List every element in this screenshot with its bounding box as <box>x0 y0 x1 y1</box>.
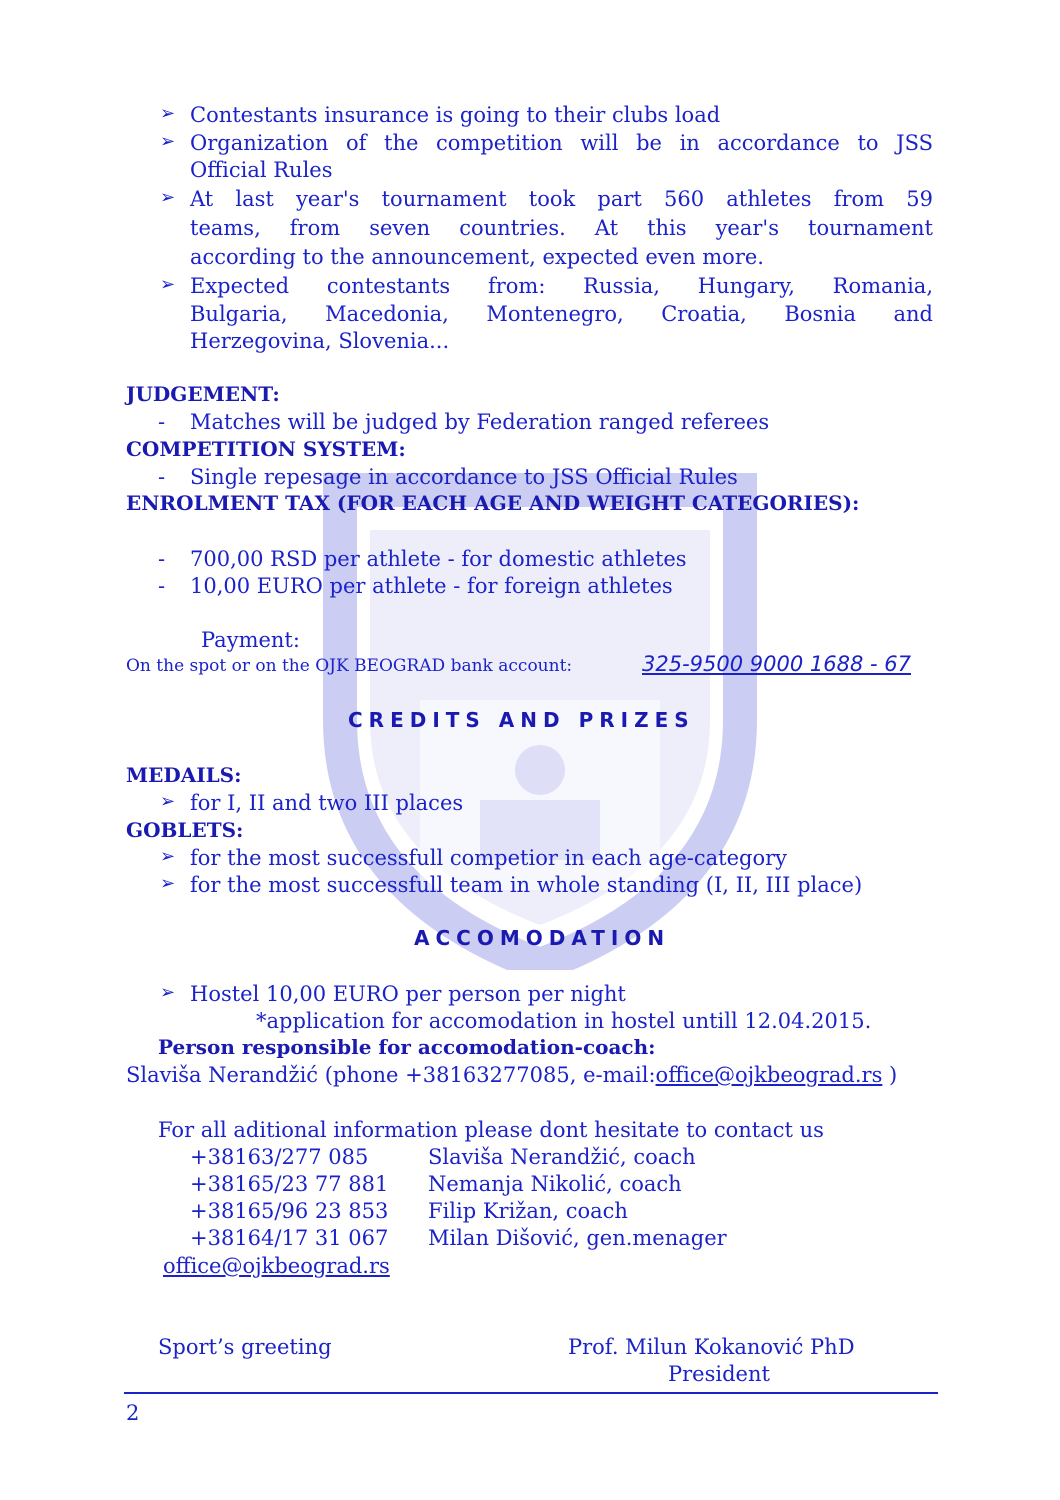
intro-bullet: Herzegovina, Slovenia... <box>190 329 450 353</box>
contact-intro: For all aditional information please dont hesitate to contact us <box>158 1118 824 1142</box>
arrow-bullet-icon: ➢ <box>160 982 176 1003</box>
arrow-bullet-icon: ➢ <box>160 846 176 867</box>
contact-name: Slaviša Nerandžić, coach <box>428 1145 696 1169</box>
enrolment-item: 700,00 RSD per athlete - for domestic athletes <box>190 547 687 571</box>
responsible-text: Slaviša Nerandžić (phone +38163277085, e-mail: <box>126 1063 656 1087</box>
arrow-bullet-icon: ➢ <box>160 187 176 208</box>
goblets-item: for the most successfull team in whole standing (I, II, III place) <box>190 873 863 897</box>
competition-heading: COMPETITION SYSTEM: <box>126 437 406 461</box>
responsible-heading: Person responsible for accomodation-coach: <box>158 1035 656 1059</box>
footer-divider <box>124 1392 938 1394</box>
intro-bullet: Official Rules <box>190 158 333 182</box>
accomodation-title: ACCOMODATION <box>414 926 671 950</box>
arrow-bullet-icon: ➢ <box>160 274 176 295</box>
dash-bullet: - <box>158 547 166 571</box>
credits-title: CREDITS AND PRIZES <box>348 708 695 732</box>
intro-bullet: Bulgaria, Macedonia, Montenegro, Croatia, Bosnia and <box>190 302 933 326</box>
intro-bullet: teams, from seven countries. At this year's tournament <box>190 216 933 240</box>
arrow-bullet-icon: ➢ <box>160 791 176 812</box>
contact-name: Nemanja Nikolić, coach <box>428 1172 682 1196</box>
contact-phone: +38165/96 23 853 <box>190 1199 389 1223</box>
intro-bullet: At last year's tournament took part 560 athletes from 59 <box>190 187 933 211</box>
signatory-name: Prof. Milun Kokanović PhD <box>568 1335 855 1359</box>
payment-label: Payment: <box>201 628 300 652</box>
medals-heading: MEDAILS: <box>126 763 242 787</box>
medals-item: for I, II and two III places <box>190 791 464 815</box>
intro-bullet: Contestants insurance is going to their clubs load <box>190 103 721 127</box>
page-number: 2 <box>126 1401 140 1425</box>
goblets-heading: GOBLETS: <box>126 818 244 842</box>
enrolment-item: 10,00 EURO per athlete - for foreign athletes <box>190 574 673 598</box>
arrow-bullet-icon: ➢ <box>160 103 176 124</box>
competition-item: Single repesage in accordance to JSS Official Rules <box>190 465 738 489</box>
dash-bullet: - <box>158 410 166 434</box>
hostel-note: *application for accomodation in hostel untill 12.04.2015. <box>256 1009 872 1033</box>
bank-account-link[interactable]: 325-9500 9000 1688 - 67 <box>642 652 911 676</box>
intro-bullet: Expected contestants from: Russia, Hungary, Romania, <box>190 274 933 298</box>
arrow-bullet-icon: ➢ <box>160 873 176 894</box>
enrolment-heading: ENROLMENT TAX (FOR EACH AGE AND WEIGHT CATEGORIES): <box>126 491 860 515</box>
responsible-email-link[interactable]: office@ojkbeograd.rs <box>655 1063 883 1087</box>
judgement-item: Matches will be judged by Federation ranged referees <box>190 410 770 434</box>
contact-phone: +38163/277 085 <box>190 1145 369 1169</box>
dash-bullet: - <box>158 465 166 489</box>
contact-name: Filip Križan, coach <box>428 1199 628 1223</box>
contact-name: Milan Dišović, gen.menager <box>428 1226 727 1250</box>
signatory-role: President <box>668 1362 770 1386</box>
contact-phone: +38165/23 77 881 <box>190 1172 389 1196</box>
payment-text: On the spot or on the OJK BEOGRAD bank account: <box>126 656 573 676</box>
responsible-line <box>126 1061 897 1089</box>
greeting: Sport’s greeting <box>158 1335 332 1359</box>
responsible-close: ) <box>882 1063 898 1087</box>
judgement-heading: JUDGEMENT: <box>126 382 280 406</box>
goblets-item: for the most successfull competior in each age-category <box>190 846 788 870</box>
intro-bullet: Organization of the competition will be in accordance to JSS <box>190 131 933 155</box>
intro-bullet: according to the announcement, expected even more. <box>190 245 764 269</box>
contact-email-link[interactable]: office@ojkbeograd.rs <box>163 1254 390 1278</box>
contact-phone: +38164/17 31 067 <box>190 1226 389 1250</box>
hostel-item: Hostel 10,00 EURO per person per night <box>190 982 626 1006</box>
dash-bullet: - <box>158 574 166 598</box>
arrow-bullet-icon: ➢ <box>160 131 176 152</box>
